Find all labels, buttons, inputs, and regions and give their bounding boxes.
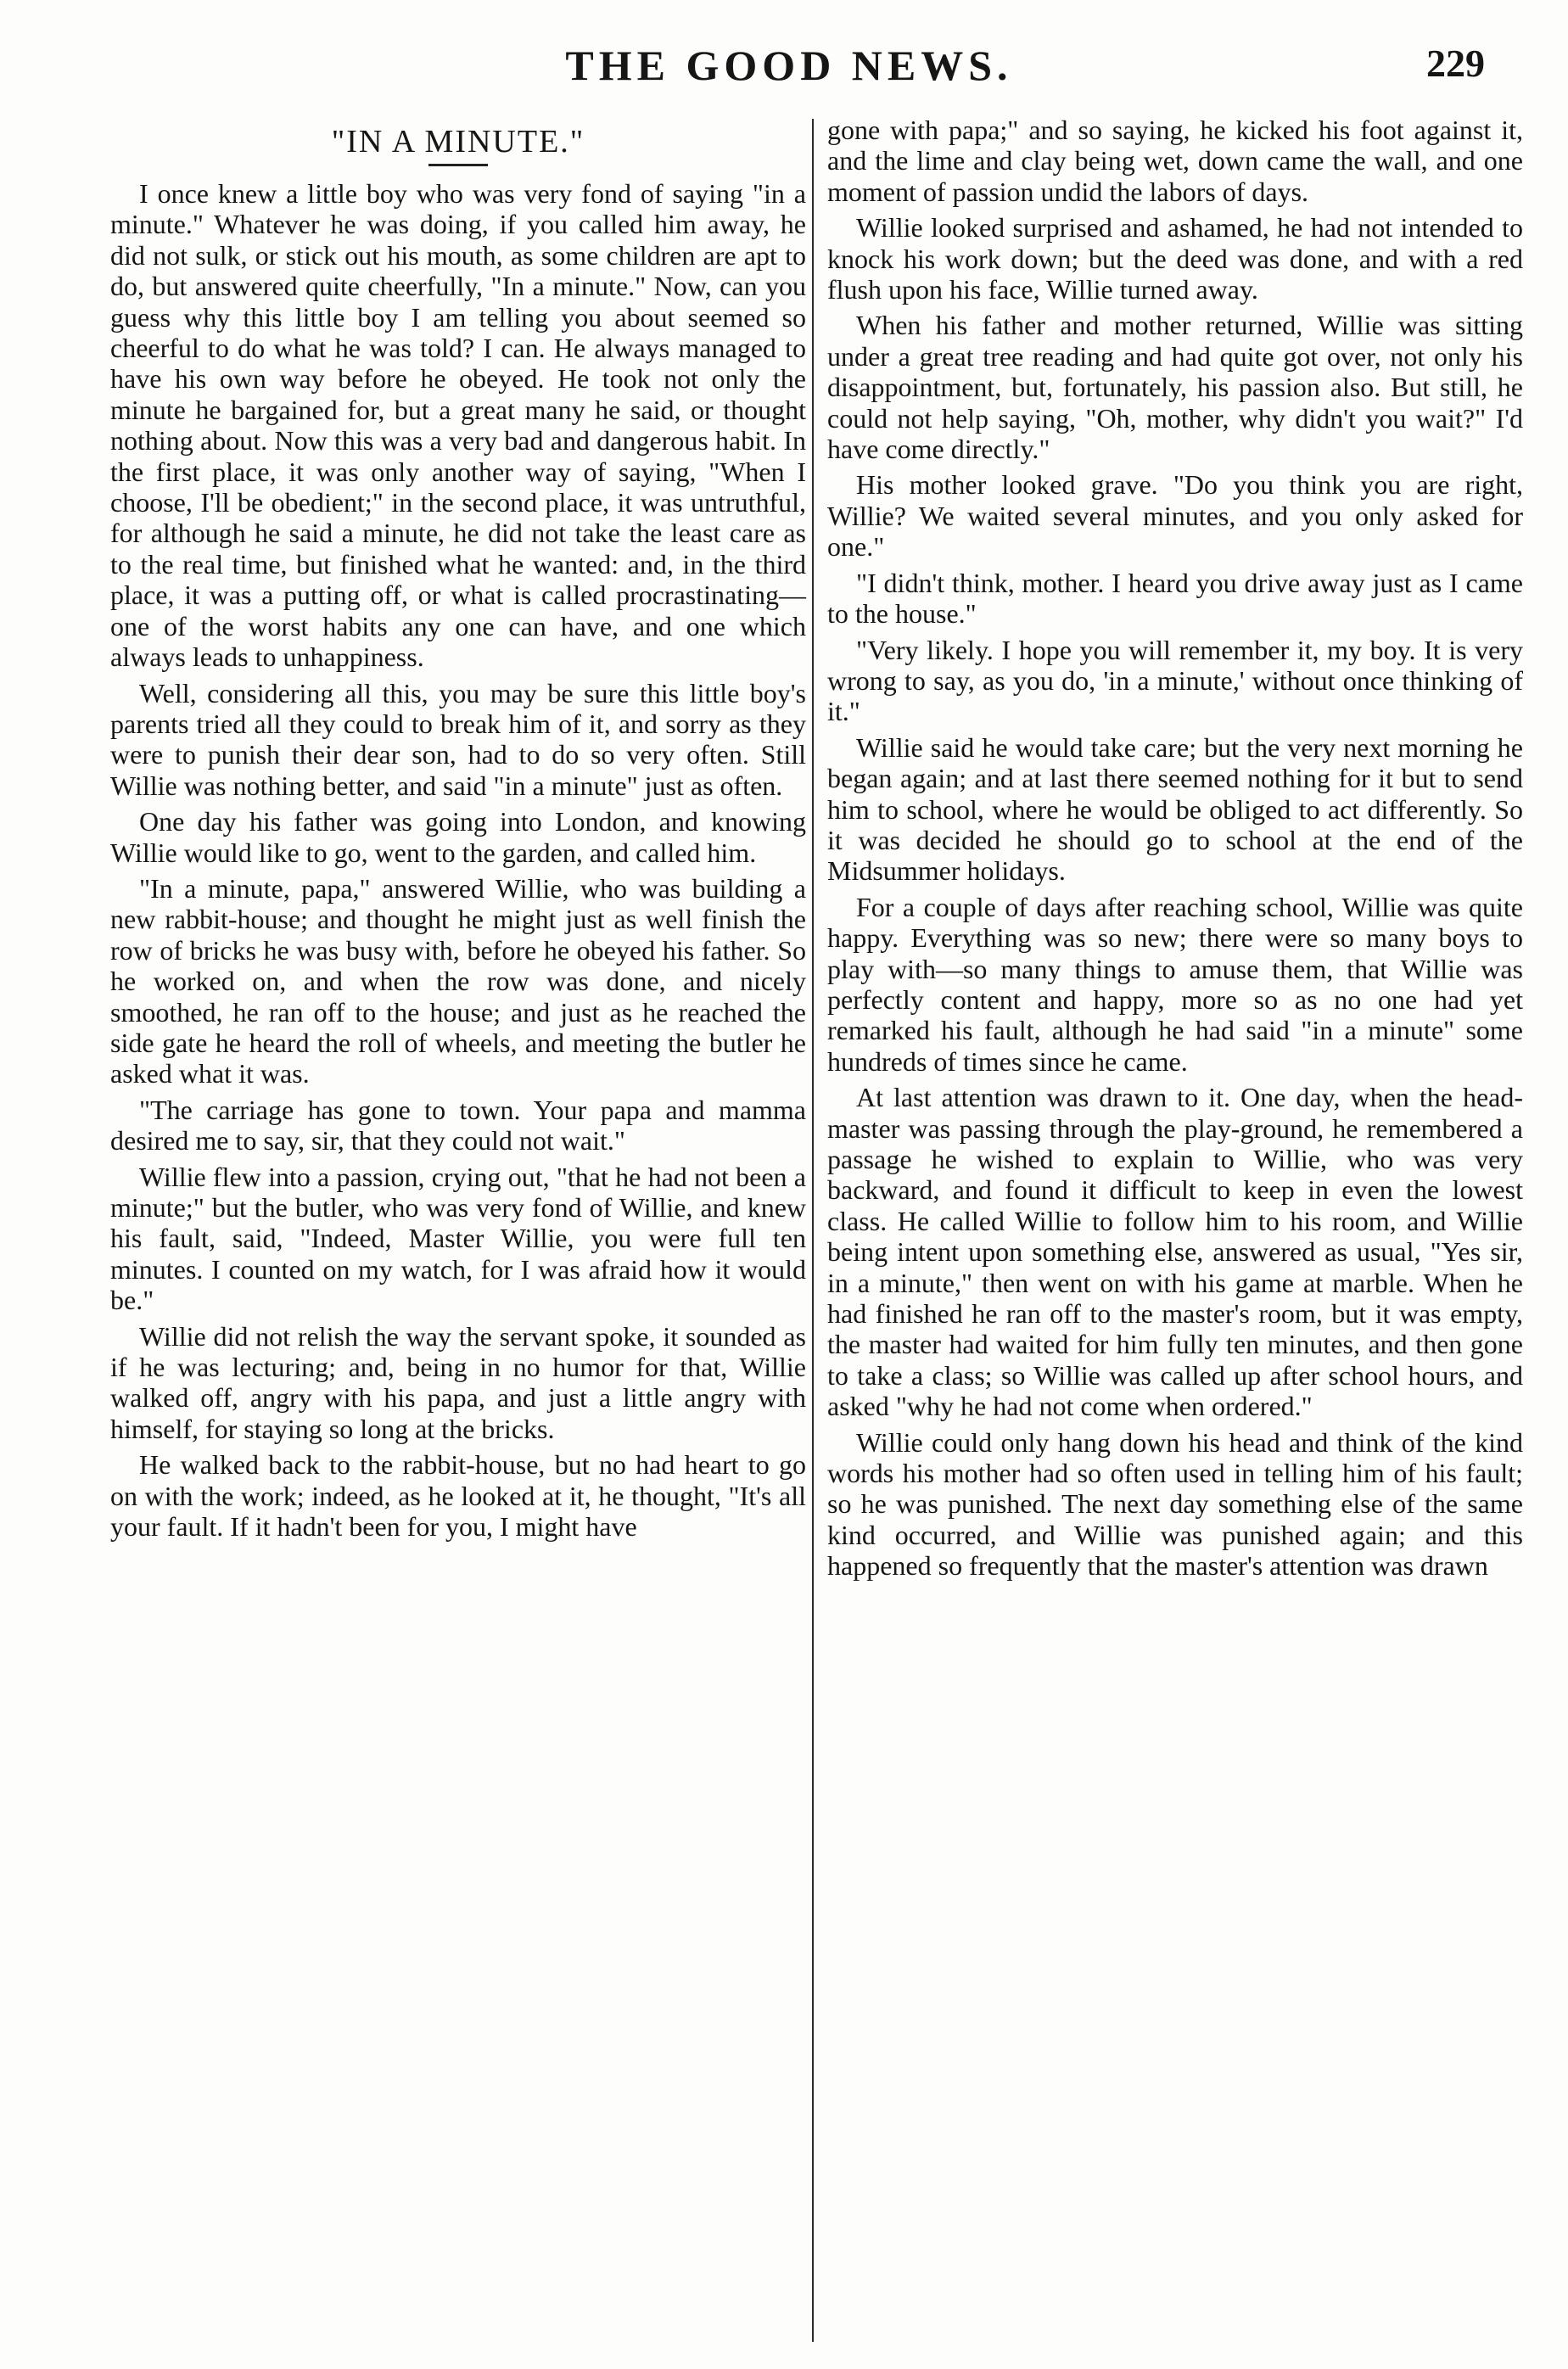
paragraph: Willie said he would take care; but the very next morning he began again; and at last there seemed nothing for it but to send him to school, where he would be obliged to act differently. So it was decided he should go to school at the end of the Midsummer holidays. [827, 731, 1523, 887]
paragraph: One day his father was going into London, and knowing Willie would like to go, went to the garden, and called him. [110, 806, 806, 868]
paragraph: "The carriage has gone to town. Your papa and mamma desired me to say, sir, that they could not wait." [110, 1094, 806, 1156]
paragraph: "Very likely. I hope you will remember it, my boy. It is very wrong to say, as you do, 'in a minute,' without once thinking of it." [827, 634, 1523, 727]
paragraph: I once knew a little boy who was very fond of saying "in a minute." Whatever he was doing, if you called him away, he did not sulk, or stick out his mouth, as some children are apt to do, but answered quite cheerfully, "In a minute." Now, can you guess why this little boy I am telling you about seemed so cheerful to do what he was told? I can. He always managed to have his own way before he obeyed. He took not only the minute he bargained for, but a great many he said, or thought nothing about. Now this was a very bad and dangerous habit. In the first place, it was only another way of saying, "When I choose, I'll be obedient;" in the second place, it was untruthful, for although he said a minute, he did not take the least care as to the real time, but finished what he wanted: and, in the third place, it was a putting off, or what is called procrastinating—one of the worst habits any one can have, and one which always leads to unhappiness. [110, 178, 806, 673]
paragraph: Well, considering all this, you may be sure this little boy's parents tried all they could to break him of it, and sorry as they were to punish their dear son, had to do so very often. Still Willie was nothing better, and said "in a minute" just as often. [110, 677, 806, 801]
paragraph: For a couple of days after reaching school, Willie was quite happy. Everything was so new; there were so many boys to play with—so many things to amuse them, that Willie was perfectly content and happy, more so as no one had yet remarked his fault, although he had said "in a minute" some hundreds of times since he came. [827, 891, 1523, 1077]
paragraph: Willie looked surprised and ashamed, he had not intended to knock his work down; but the deed was done, and with a red flush upon his face, Willie turned away. [827, 212, 1523, 305]
publication-title: THE GOOD NEWS. [565, 42, 1013, 89]
paragraph: At last attention was drawn to it. One day, when the head-master was passing through the play-ground, he remembered a passage he wished to explain to Willie, who was very backward, and found it difficult to keep in even the lowest class. He called Willie to follow him to his room, and Willie being intent upon something else, answered as usual, "Yes sir, in a minute," then went on with his game at marble. When he had finished he ran off to the master's room, but it was empty, the master had waited for him fully ten minutes, and then gone to take a class; so Willie was called up after school hours, and asked "why he had not come when ordered." [827, 1082, 1523, 1422]
paragraph: "In a minute, papa," answered Willie, who was building a new rabbit-house; and thought he might just as well finish the row of bricks he was busy with, before he obeyed his father. So he worked on, and when the row was done, and nicely smoothed, he ran off to the house; and just as he reached the side gate he heard the roll of wheels, and meeting the butler he asked what it was. [110, 872, 806, 1089]
paragraph: His mother looked grave. "Do you think you are right, Willie? We waited several minutes, and you only asked for one." [827, 469, 1523, 563]
paragraph: Willie did not relish the way the servant spoke, it sounded as if he was lecturing; and, being in no humor for that, Willie walked off, angry with his papa, and just a little angry with himself, for staying so long at the bricks. [110, 1320, 806, 1444]
paragraph: When his father and mother returned, Willie was sitting under a great tree reading and had quite got over, not only his disappointment, but, fortunately, his passion also. But still, he could not help saying, "Oh, mother, why didn't you wait?" I'd have come directly." [827, 310, 1523, 465]
paragraph: He walked back to the rabbit-house, but no had heart to go on with the work; indeed, as he looked at it, he thought, "It's all your fault. If it hadn't been for you, I might have [110, 1449, 806, 1543]
page-header [93, 41, 1485, 100]
paragraph: Willie could only hang down his head and think of the kind words his mother had so often used in telling him of his fault; so he was punished. The next day something else of the same kind occurred, and Willie was punished again; and this happened so frequently that the master's attention was drawn [827, 1426, 1523, 1582]
page-number: 229 [1426, 42, 1485, 85]
title-rule [428, 164, 488, 166]
paragraph: Willie flew into a passion, crying out, "that he had not been a minute;" but the butler, who was very fond of Willie, and knew his fault, said, "Indeed, Master Willie, you were full ten minutes. I counted on my watch, for I was afraid how it would be." [110, 1161, 806, 1316]
left-column [110, 123, 806, 1547]
right-column [827, 115, 1523, 1587]
article-title: "IN A MINUTE." [331, 124, 585, 160]
paragraph-continued: gone with papa;" and so saying, he kicked his foot against it, and the lime and clay being wet, down came the wall, and one moment of passion undid the labors of days. [827, 115, 1523, 207]
paragraph: "I didn't think, mother. I heard you drive away just as I came to the house." [827, 567, 1523, 630]
column-divider [812, 119, 814, 2342]
